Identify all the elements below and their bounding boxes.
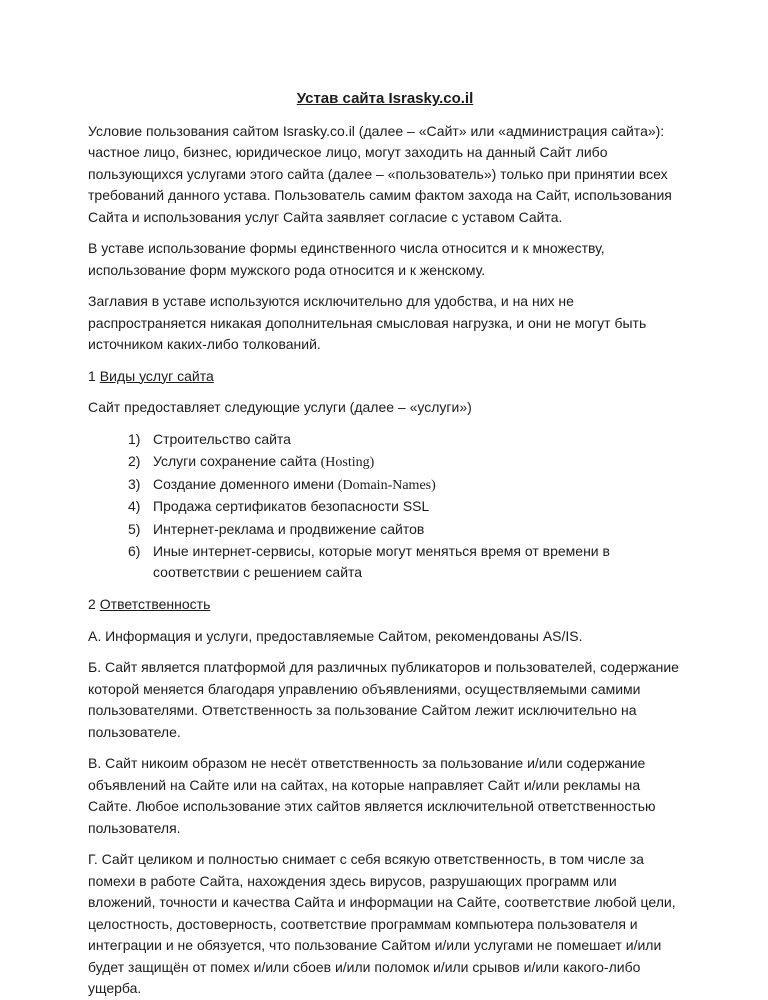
list-item-marker: 3): [128, 475, 141, 492]
list-item-marker: 1): [128, 430, 141, 447]
list-item: [128, 429, 682, 452]
section-1-number: 1: [88, 367, 96, 384]
list-item-marker: 2): [128, 453, 141, 469]
section-1-title: Виды услуг сайта: [99, 367, 214, 384]
list-item: [128, 519, 682, 542]
list-item-marker: 6): [128, 543, 141, 559]
list-item: [128, 541, 682, 584]
section-2-paragraph-g: Г. Сайт целиком и полностью снимает с себя всякую ответственность, в том числе за помехи в работе Сайта, нахождения здесь вирусов, разрушающих программ или вложений, точности и качества Сайта и информации на Сайте, соответствие любой цели, целостность, достоверность, соответствие программам компьютера пользователя и интеграции и не обязуется, что пользование Сайтом и/или услугами не помешает и/или будет защищён от помех и/или сбоев и/или поломок и/или срывов и/или какого-либо ущерба.: [88, 851, 676, 996]
list-item-marker: 5): [128, 520, 141, 537]
section-2-paragraph-a: А. Информация и услуги, предоставляемые Сайтом, рекомендованы AS/IS.: [88, 627, 583, 644]
list-item-text: Создание доменного имени (Domain-Names): [153, 475, 436, 493]
document-title: Устав сайта Israsky.co.il: [296, 90, 474, 107]
intro-paragraph-2: В уставе использование формы единственного числа относится и к множеству, использование форм мужского рода относится и к женскому.: [88, 240, 605, 278]
section-2-heading: [88, 594, 682, 616]
section-2-paragraph-v: В. Сайт никоим образом не несёт ответственность за пользование и/или содержание объявлений на Сайте или на сайтах, на которые направляет Сайт и/или рекламы на Сайте. Любое использование этих сайтов является исключительной ответственностью пользователя.: [88, 755, 656, 836]
list-item-marker: 4): [128, 498, 141, 514]
section-1-heading: [88, 366, 682, 388]
list-item-text: Услуги сохранение сайта (Hosting): [153, 453, 375, 470]
list-item-text: Интернет-реклама и продвижение сайтов: [153, 520, 425, 537]
list-item-text: Строительство сайта: [153, 430, 291, 447]
services-list: [128, 429, 682, 585]
list-item-text: Иные интернет-сервисы, которые могут меняться время от времени в соответствии с решением сайта: [153, 543, 610, 580]
section-2-number: 2: [88, 596, 96, 612]
section-2-title: Ответственность: [99, 596, 211, 612]
list-item: [128, 496, 682, 519]
list-item-text: Продажа сертификатов безопасности SSL: [153, 498, 430, 514]
intro-paragraph-1: Условие пользования сайтом Israsky.co.il (далее – «Сайт» или «администрация сайта»): частное лицо, бизнес, юридическое лицо, могут заходить на данный Сайт либо пользующихся услугами этого сайта (далее – «пользователь») только при принятии всех требований данного устава. Пользователь самим фактом захода на Сайт, использования Сайта и использования услуг Сайта заявляет согласие с уставом Сайта.: [88, 122, 672, 225]
section-2-paragraph-b: Б. Сайт является платформой для различных публикаторов и пользователей, содержание которой меняется благодаря управлению объявлениями, осуществляемыми самими пользователями. Ответственность за пользование Сайтом лежит исключительно на пользователе.: [88, 659, 679, 740]
list-item: [128, 451, 682, 474]
section-1-lead-paragraph: Сайт предоставляет следующие услуги (далее – «услуги»): [88, 399, 472, 415]
intro-paragraph-3: Заглавия в уставе используются исключительно для удобства, и на них не распространяется никакая дополнительная смысловая нагрузка, и они не могут быть источником каких-либо толкований.: [88, 293, 647, 352]
list-item: [128, 474, 682, 497]
